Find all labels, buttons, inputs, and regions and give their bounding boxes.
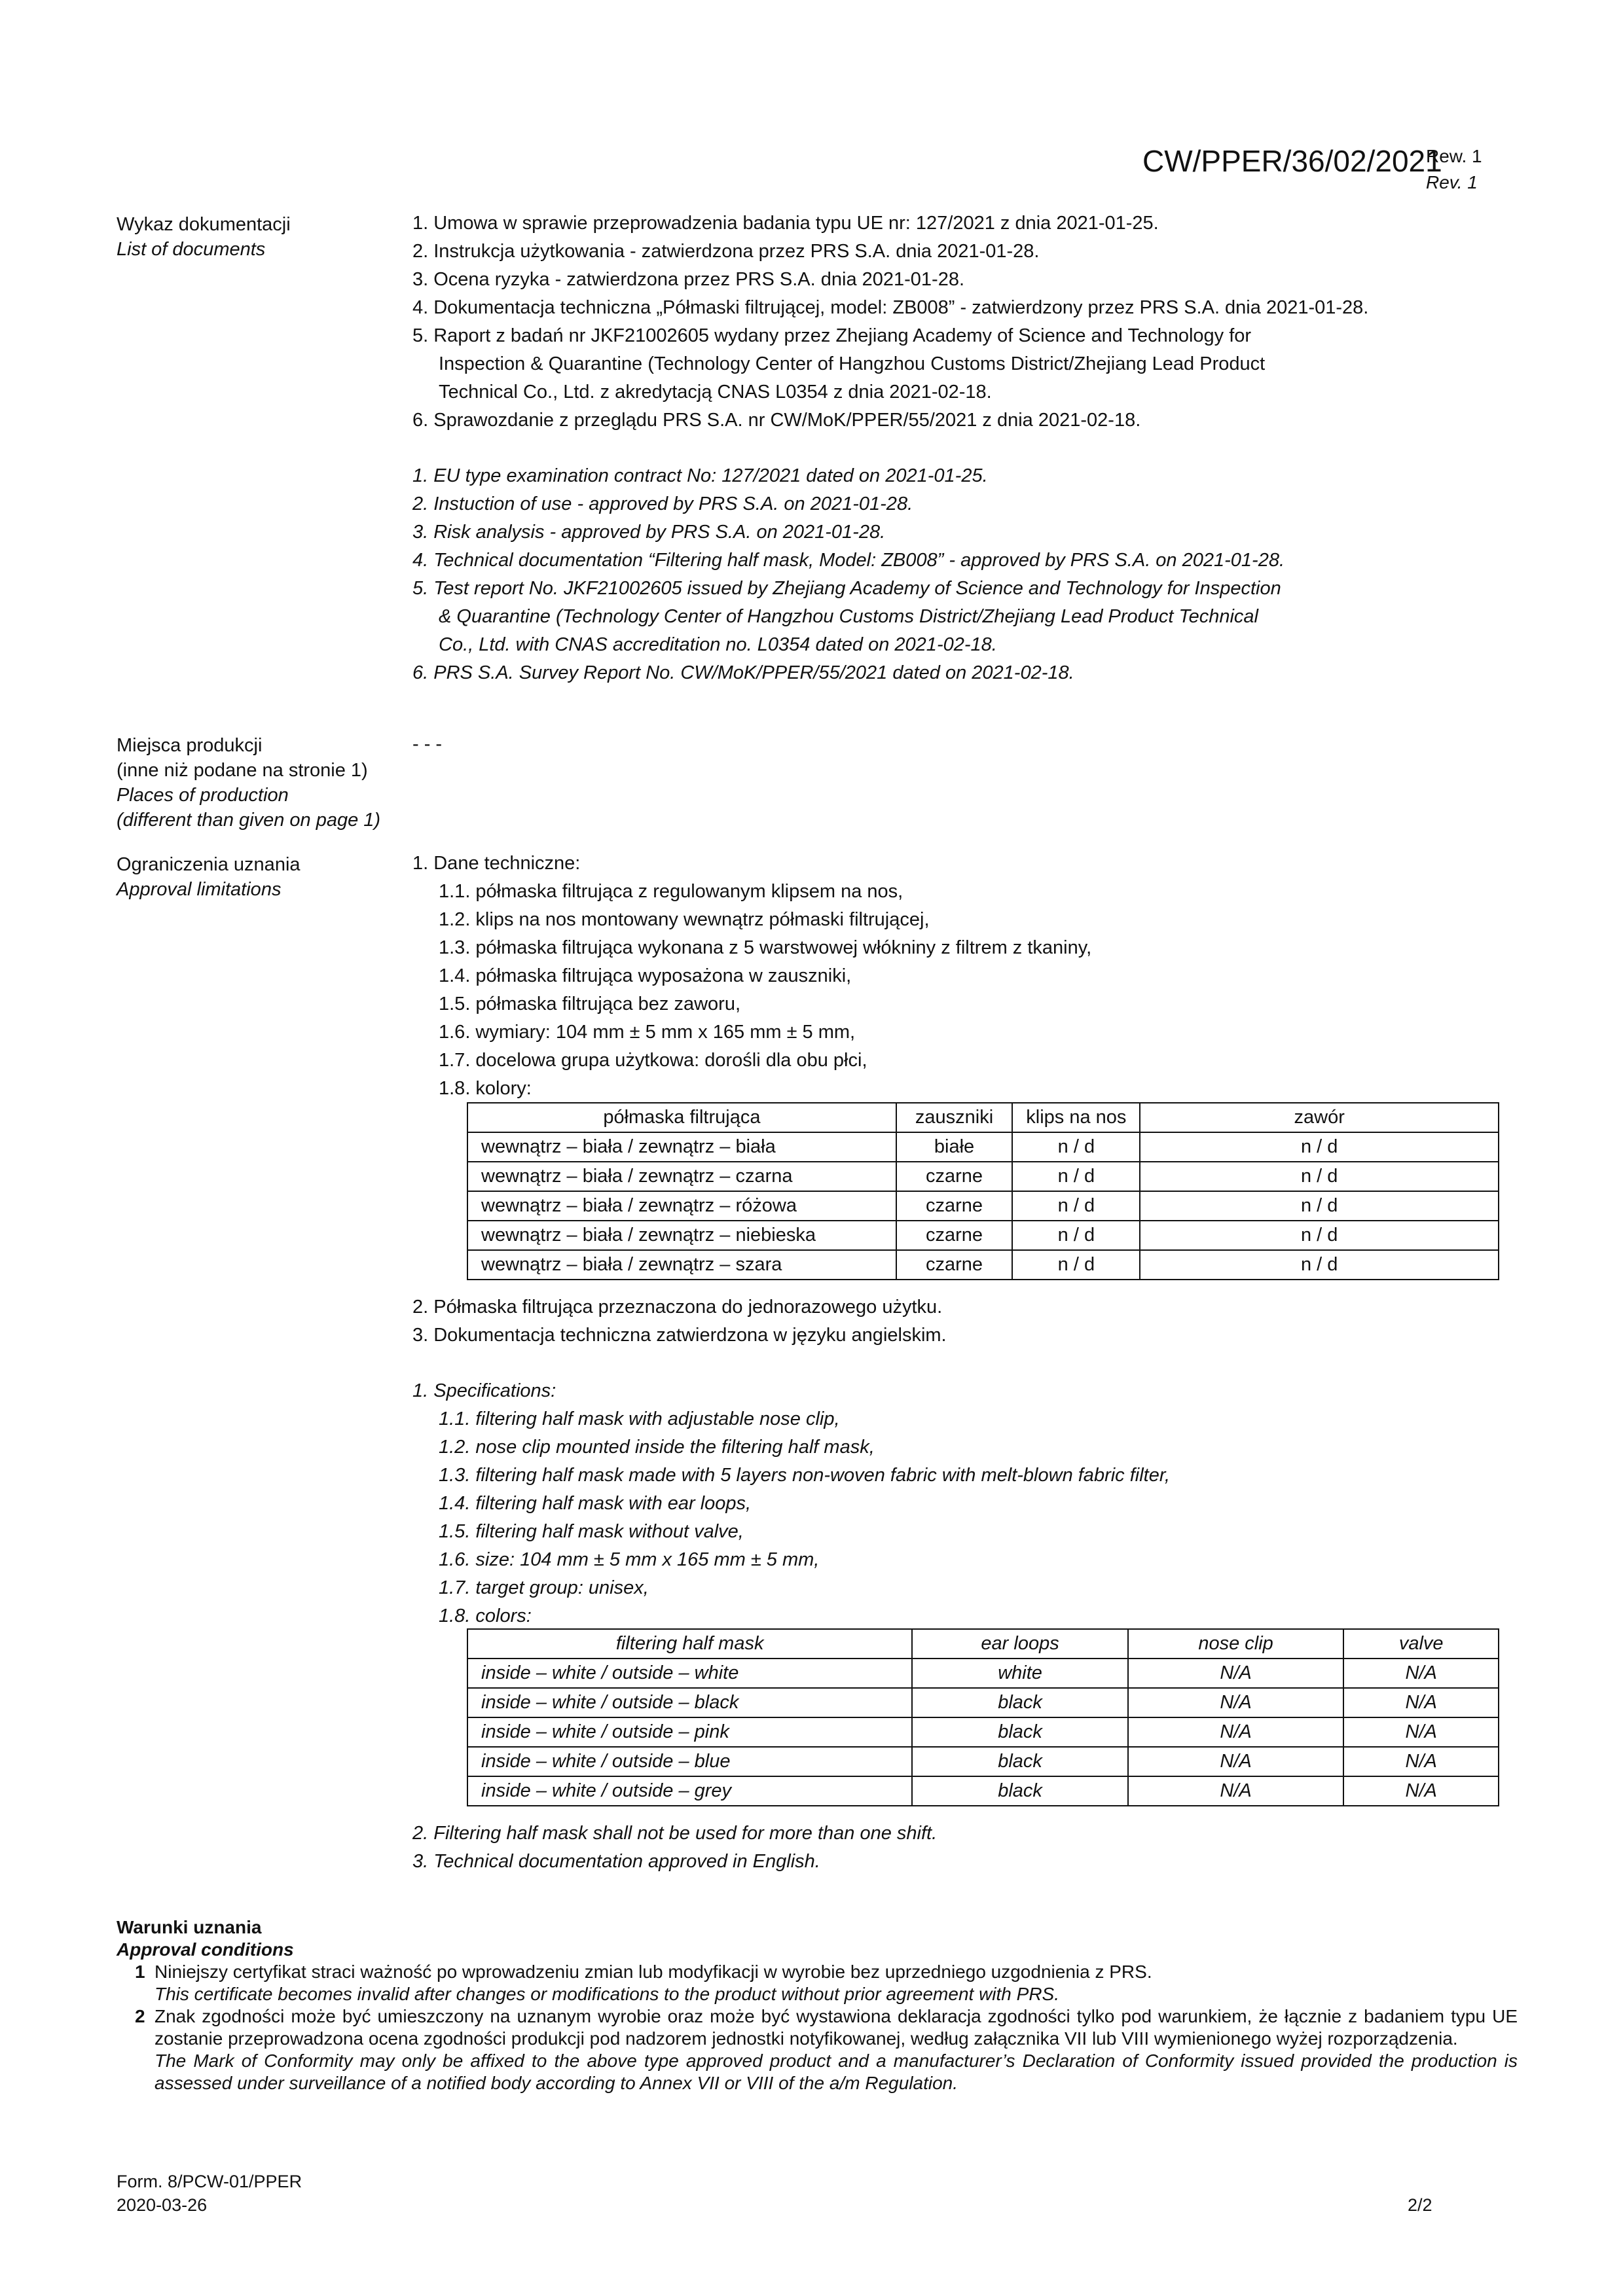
label-pl: Wykaz dokumentacji	[117, 214, 291, 235]
document-item: 1. EU type examination contract No: 127/2021 dated on 2021-01-25.	[412, 465, 988, 486]
table-cell: N/A	[1343, 1688, 1499, 1717]
table-cell: n / d	[1012, 1250, 1140, 1280]
condition-number: 2	[135, 2006, 145, 2026]
document-item: 6. Sprawozdanie z przeglądu PRS S.A. nr CW/MoK/PPER/55/2021 z dnia 2021-02-18.	[412, 410, 1141, 431]
table-cell: czarne	[896, 1221, 1012, 1250]
table-cell: n / d	[1012, 1162, 1140, 1191]
specs-heading: 1. Specifications:	[412, 1380, 556, 1401]
table-cell: N/A	[1128, 1776, 1344, 1806]
table-cell: N/A	[1343, 1776, 1499, 1806]
colors-table-pl	[467, 1102, 1499, 1280]
table-cell: n / d	[1012, 1132, 1140, 1162]
label-pl: Ograniczenia uznania	[117, 854, 301, 875]
document-item: 6. PRS S.A. Survey Report No. CW/MoK/PPER/55/2021 dated on 2021-02-18.	[412, 662, 1074, 683]
spec-item: 1.7. docelowa grupa użytkowa: dorośli dla obu płci,	[439, 1050, 867, 1071]
list-of-documents-label	[117, 212, 291, 262]
table-cell: black	[912, 1717, 1128, 1747]
document-item: 3. Risk analysis - approved by PRS S.A. on 2021-01-28.	[412, 522, 886, 543]
condition-text-pl: Znak zgodności może być umieszczony na uznanym wyrobie oraz może być wystawiona deklaracja zgodności tylko pod warunkiem, że łącznie z badaniem typu UE zostanie przeprowadzona ocena zgodności produkcji pod nadzorem jednostki notyfikowanej, według załącznika VII lub VIII wymienionego wyżej rozporządzenia.	[155, 2006, 1518, 2049]
table-cell: czarne	[896, 1250, 1012, 1280]
label-en: Places of production	[117, 785, 289, 806]
table-cell: black	[912, 1776, 1128, 1806]
column-header: klips na nos	[1012, 1103, 1140, 1132]
table-cell: wewnątrz – biała / zewnątrz – czarna	[467, 1162, 896, 1191]
label-pl-note: (inne niż podane na stronie 1)	[117, 760, 368, 781]
document-item-continued: Technical Co., Ltd. z akredytacją CNAS L0354 z dnia 2021-02-18.	[439, 382, 992, 403]
table-cell: n / d	[1140, 1221, 1499, 1250]
places-of-production-value: - - -	[412, 734, 443, 755]
label-en-note: (different than given on page 1)	[117, 810, 381, 831]
revision-en: Rev. 1	[1426, 172, 1478, 192]
places-of-production-label	[117, 733, 380, 833]
table-cell: white	[912, 1659, 1128, 1688]
table-row	[467, 1717, 1499, 1747]
table-cell: black	[912, 1688, 1128, 1717]
spec-item: 1.1. filtering half mask with adjustable nose clip,	[439, 1408, 840, 1429]
table-row	[467, 1162, 1499, 1191]
column-header: zauszniki	[896, 1103, 1012, 1132]
condition-text-pl: Niniejszy certyfikat straci ważność po wprowadzeniu zmian lub modyfikacji w wyrobie bez uprzedniego uzgodnienia z PRS.	[155, 1962, 1152, 1982]
label-en: Approval limitations	[117, 879, 282, 900]
document-item-continued: Inspection & Quarantine (Technology Center of Hangzhou Customs District/Zhejiang Lead Product	[439, 353, 1266, 374]
condition-text-en: This certificate becomes invalid after changes or modifications to the product without prior agreement with PRS.	[155, 1984, 1059, 2004]
table-cell: wewnątrz – biała / zewnątrz – niebieska	[467, 1221, 896, 1250]
documents-list-en	[412, 462, 1512, 687]
column-header: półmaska filtrująca	[467, 1103, 896, 1132]
spec-item: 1.2. klips na nos montowany wewnątrz półmaski filtrującej,	[439, 909, 930, 930]
documents-list-pl	[412, 209, 1512, 435]
column-header: ear loops	[912, 1629, 1128, 1659]
column-header: valve	[1343, 1629, 1499, 1659]
page-number: 2/2	[1408, 2195, 1432, 2215]
table-row	[467, 1132, 1499, 1162]
document-item: 5. Raport z badań nr JKF21002605 wydany przez Zhejiang Academy of Science and Technology for	[412, 325, 1252, 346]
note-item: 2. Półmaska filtrująca przeznaczona do jednorazowego użytku.	[412, 1297, 943, 1318]
condition-text-en: The Mark of Conformity may only be affixed to the above type approved product and a manufacturer’s Declaration of Conformity issued provided the production is assessed under surveillance of a notified body according to Annex VII or VIII of the a/m Regulation.	[155, 2051, 1518, 2093]
table-cell: black	[912, 1747, 1128, 1776]
table-cell: N/A	[1343, 1659, 1499, 1688]
spec-item: 1.3. filtering half mask made with 5 layers non-woven fabric with melt-blown fabric filter,	[439, 1465, 1170, 1486]
revision-pl: Rew. 1	[1426, 146, 1482, 166]
table-row	[467, 1659, 1499, 1688]
colors-table-en	[467, 1628, 1499, 1806]
notes-pl	[412, 1293, 1512, 1350]
table-cell: czarne	[896, 1162, 1012, 1191]
column-header: zawór	[1140, 1103, 1499, 1132]
document-number: CW/PPER/36/02/2021	[1142, 144, 1442, 178]
table-cell: wewnątrz – biała / zewnątrz – szara	[467, 1250, 896, 1280]
table-cell: n / d	[1012, 1191, 1140, 1221]
footer-date: 2020-03-26	[117, 2195, 208, 2215]
column-header: filtering half mask	[467, 1629, 912, 1659]
approval-conditions	[117, 1916, 1518, 2094]
table-cell: inside – white / outside – pink	[467, 1717, 912, 1747]
condition-number: 1	[135, 1962, 145, 1982]
technical-data-pl	[412, 850, 1512, 1103]
spec-item: 1.1. półmaska filtrująca z regulowanym klipsem na nos,	[439, 881, 903, 902]
column-header: nose clip	[1128, 1629, 1344, 1659]
section-title-en: Approval conditions	[117, 1939, 294, 1960]
table-header-row	[467, 1629, 1499, 1659]
document-item: 5. Test report No. JKF21002605 issued by Zhejiang Academy of Science and Technology for Inspection	[412, 578, 1281, 599]
label-pl: Miejsca produkcji	[117, 735, 263, 756]
label-en: List of documents	[117, 239, 266, 260]
footer-form: Form. 8/PCW-01/PPER	[117, 2172, 302, 2191]
document-item: 3. Ocena ryzyka - zatwierdzona przez PRS S.A. dnia 2021-01-28.	[412, 269, 965, 290]
spec-item: 1.4. filtering half mask with ear loops,	[439, 1493, 752, 1514]
table-cell: wewnątrz – biała / zewnątrz – biała	[467, 1132, 896, 1162]
table-row	[467, 1776, 1499, 1806]
table-cell: N/A	[1128, 1717, 1344, 1747]
table-cell: N/A	[1128, 1688, 1344, 1717]
table-cell: n / d	[1140, 1250, 1499, 1280]
note-item: 2. Filtering half mask shall not be used for more than one shift.	[412, 1823, 938, 1844]
condition-item	[117, 2005, 1518, 2094]
table-row	[467, 1747, 1499, 1776]
table-cell: N/A	[1128, 1747, 1344, 1776]
condition-item	[117, 1961, 1518, 2005]
approval-limitations-label	[117, 852, 301, 902]
spec-item: 1.7. target group: unisex,	[439, 1577, 649, 1598]
note-item: 3. Dokumentacja techniczna zatwierdzona w języku angielskim.	[412, 1325, 947, 1346]
spec-item: 1.5. półmaska filtrująca bez zaworu,	[439, 994, 740, 1014]
specs-heading: 1. Dane techniczne:	[412, 853, 581, 874]
table-header-row	[467, 1103, 1499, 1132]
spec-item: 1.6. size: 104 mm ± 5 mm x 165 mm ± 5 mm,	[439, 1549, 820, 1570]
table-cell: inside – white / outside – blue	[467, 1747, 912, 1776]
document-item: 2. Instuction of use - approved by PRS S.A. on 2021-01-28.	[412, 493, 913, 514]
document-item: 4. Technical documentation “Filtering half mask, Model: ZB008” - approved by PRS S.A. on 2021-01-28.	[412, 550, 1285, 571]
table-cell: białe	[896, 1132, 1012, 1162]
table-cell: inside – white / outside – black	[467, 1688, 912, 1717]
spec-item: 1.5. filtering half mask without valve,	[439, 1521, 744, 1542]
document-item: 2. Instrukcja użytkowania - zatwierdzona przez PRS S.A. dnia 2021-01-28.	[412, 241, 1040, 262]
table-cell: inside – white / outside – white	[467, 1659, 912, 1688]
spec-item: 1.6. wymiary: 104 mm ± 5 mm x 165 mm ± 5 mm,	[439, 1022, 856, 1043]
section-title-pl: Warunki uznania	[117, 1917, 262, 1937]
document-item-continued: Co., Ltd. with CNAS accreditation no. L0354 dated on 2021-02-18.	[439, 634, 997, 655]
table-cell: n / d	[1140, 1162, 1499, 1191]
table-cell: czarne	[896, 1191, 1012, 1221]
table-cell: N/A	[1343, 1717, 1499, 1747]
table-cell: n / d	[1140, 1132, 1499, 1162]
table-cell: N/A	[1343, 1747, 1499, 1776]
table-row	[467, 1250, 1499, 1280]
spec-item: 1.8. kolory:	[439, 1078, 532, 1099]
table-row	[467, 1688, 1499, 1717]
table-cell: inside – white / outside – grey	[467, 1776, 912, 1806]
table-cell: n / d	[1012, 1221, 1140, 1250]
table-cell: N/A	[1128, 1659, 1344, 1688]
table-row	[467, 1221, 1499, 1250]
technical-data-en	[412, 1377, 1512, 1630]
spec-item: 1.3. półmaska filtrująca wykonana z 5 warstwowej włókniny z filtrem z tkaniny,	[439, 937, 1092, 958]
spec-item: 1.8. colors:	[439, 1605, 532, 1626]
document-item: 4. Dokumentacja techniczna „Półmaski filtrującej, model: ZB008” - zatwierdzony przez PRS S.A. dnia 2021-01-28.	[412, 297, 1369, 318]
notes-en	[412, 1820, 1512, 1876]
table-cell: n / d	[1140, 1191, 1499, 1221]
note-item: 3. Technical documentation approved in English.	[412, 1851, 820, 1872]
document-item-continued: & Quarantine (Technology Center of Hangzhou Customs District/Zhejiang Lead Product Technical	[439, 606, 1258, 627]
table-cell: wewnątrz – biała / zewnątrz – różowa	[467, 1191, 896, 1221]
spec-item: 1.4. półmaska filtrująca wyposażona w zauszniki,	[439, 965, 852, 986]
table-row	[467, 1191, 1499, 1221]
spec-item: 1.2. nose clip mounted inside the filtering half mask,	[439, 1437, 875, 1458]
document-item: 1. Umowa w sprawie przeprowadzenia badania typu UE nr: 127/2021 z dnia 2021-01-25.	[412, 213, 1159, 234]
